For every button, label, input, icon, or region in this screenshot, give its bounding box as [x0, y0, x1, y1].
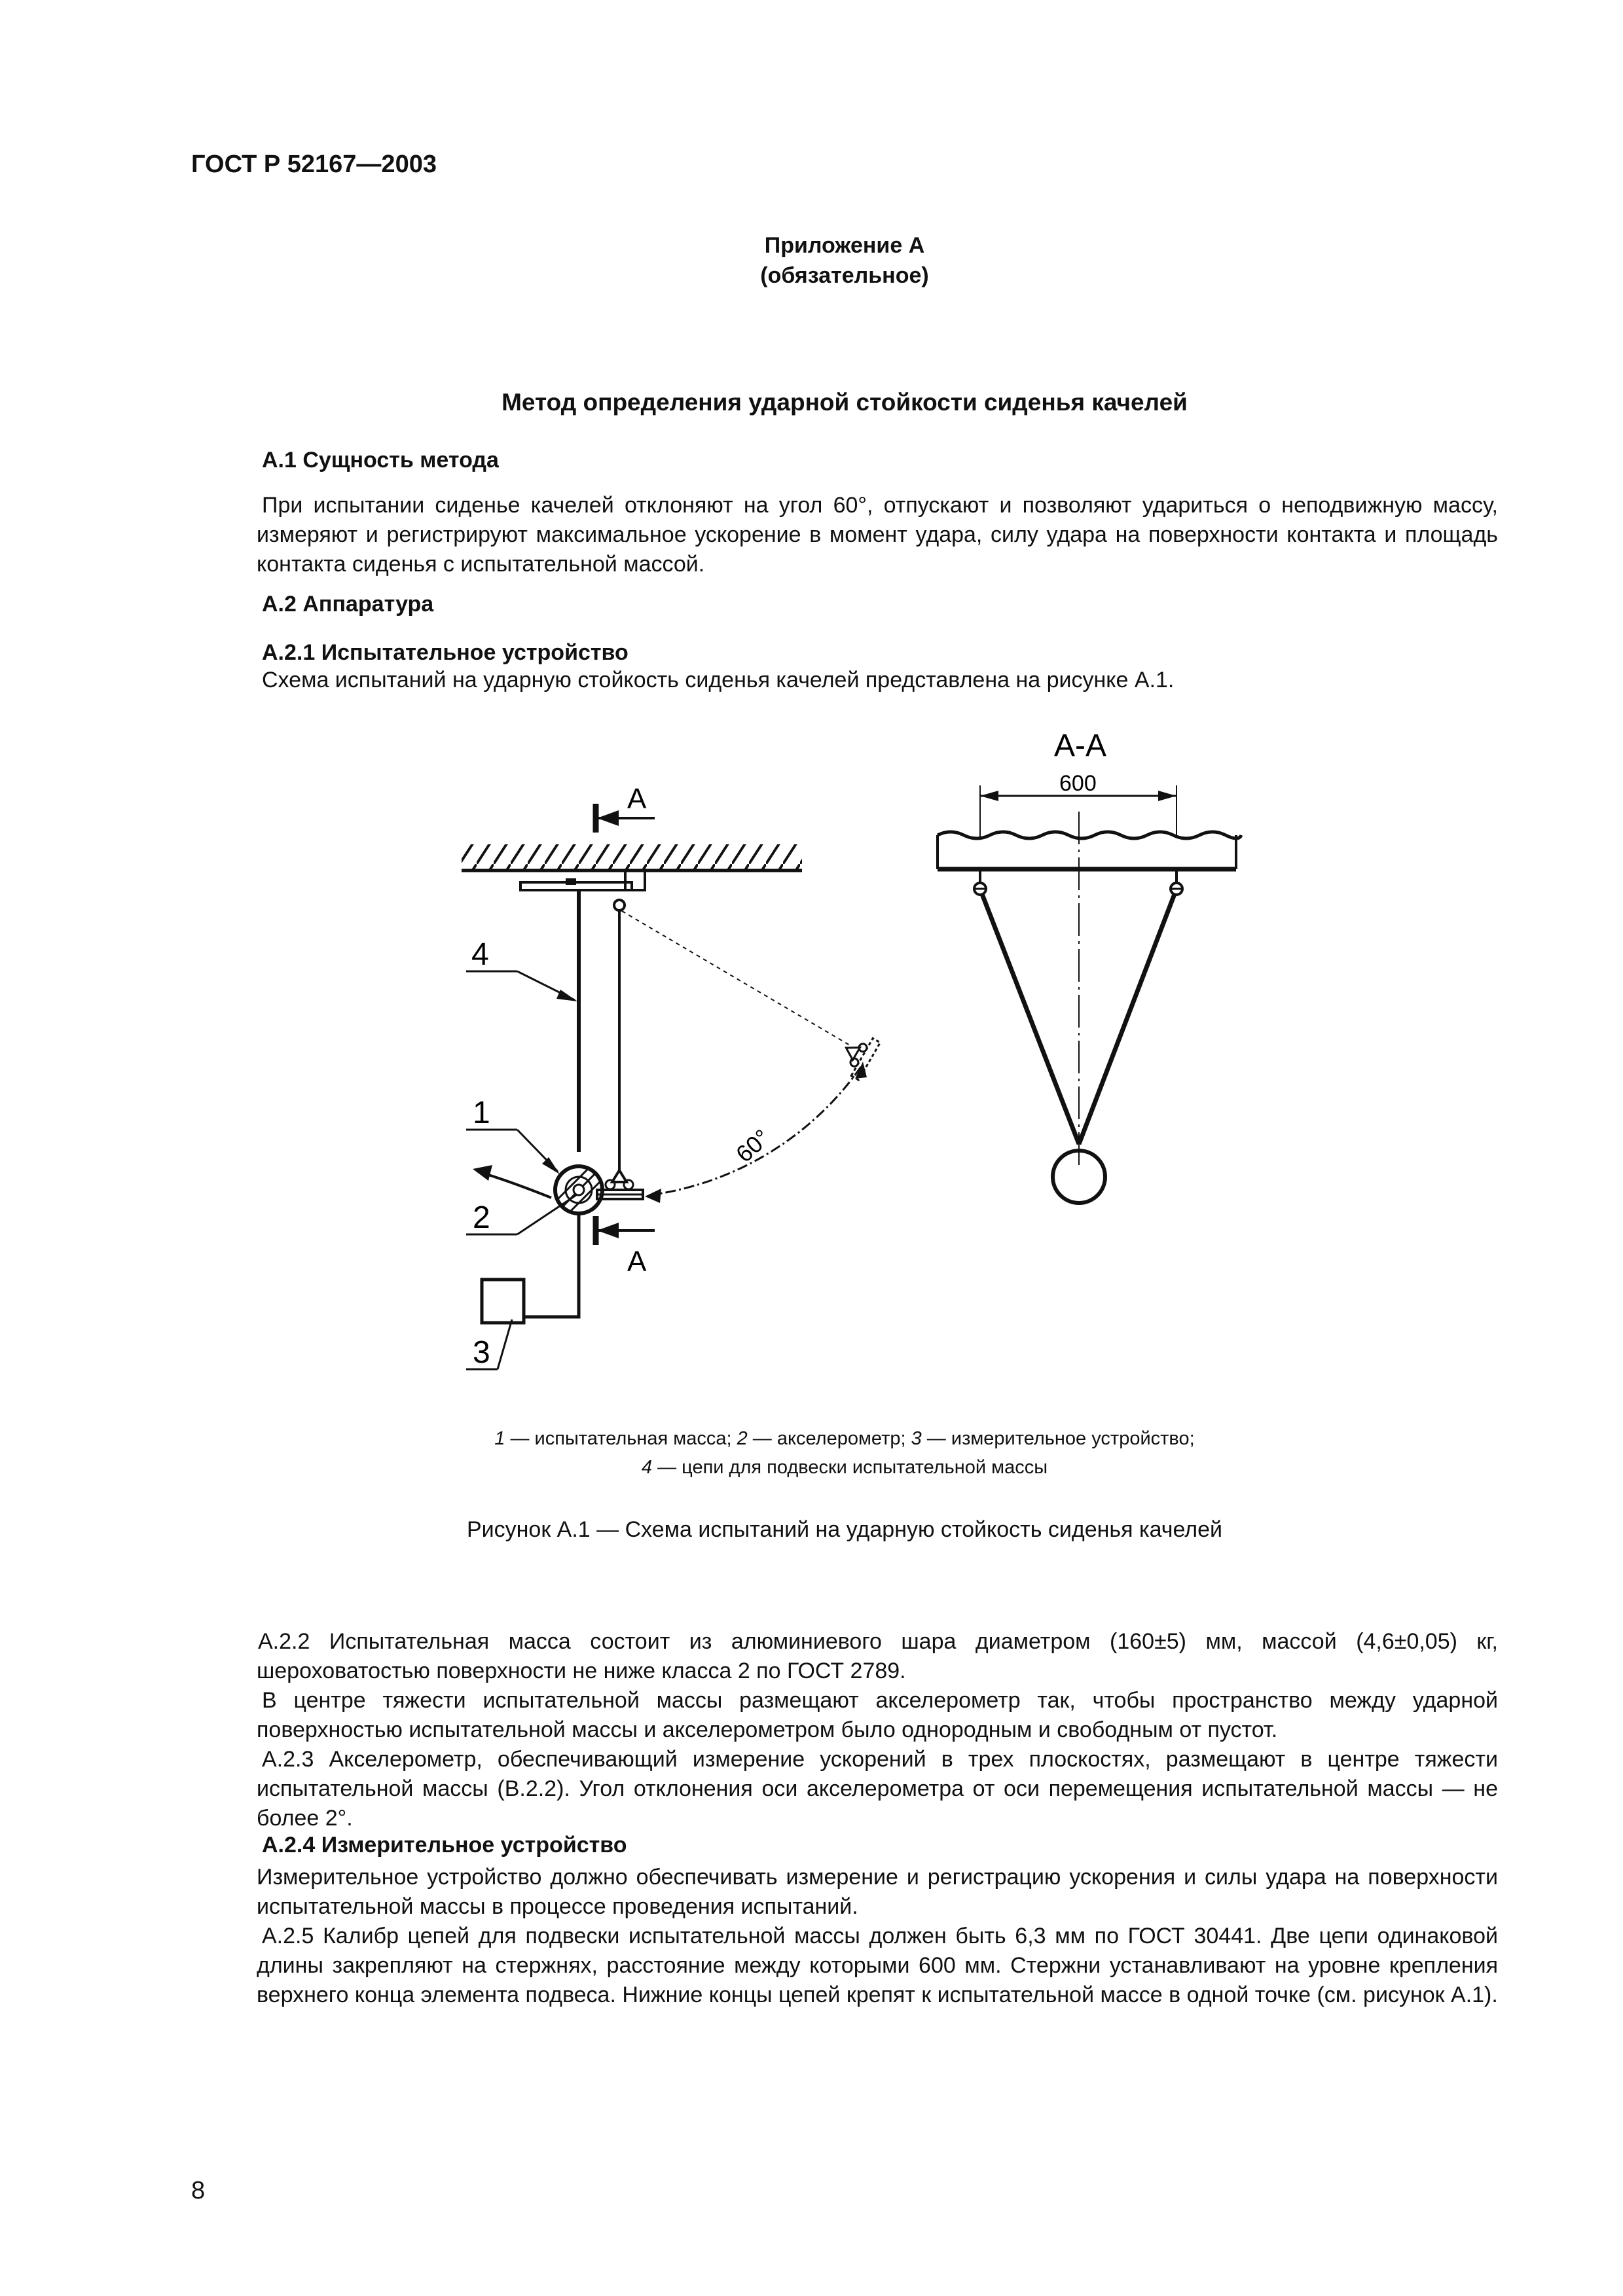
section-a25: А.2.5 Калибр цепей для подвески испытательной массы должен быть 6,3 мм по ГОСТ 30441. Две цепи одинаковой длины закрепляют на стержнях, расстояние между которыми 600 мм. Стержни устанавливают на уровне крепления верхнего конца элемента подвеса. Нижние концы цепей крепят к испытательной массе в одной точке (см. рисунок А.1).	[257, 1924, 1498, 2007]
legend-line-1	[257, 1424, 1432, 1453]
legend-line-2	[257, 1453, 1432, 1482]
signal-cable	[524, 1213, 579, 1317]
section-a23: А.2.3 Акселерометр, обеспечивающий измерение ускорений в трех плоскостях, размещают в центре тяжести испытательной массы (В.2.2). Угол отклонения оси акселерометра от оси перемещения испытательной массы — не более 2°.	[257, 1747, 1498, 1831]
section-a22-p2: В центре тяжести испытательной массы размещают акселерометр так, чтобы пространство между ударной поверхностью испытательной массы и акселерометром было однородным и свободным от пустот.	[257, 1688, 1498, 1742]
dimension-600: 600	[1059, 771, 1097, 796]
legend-n1: 1	[494, 1428, 505, 1449]
page-number: 8	[191, 2177, 206, 2204]
section-a1-title: А.1 Сущность метода	[262, 448, 499, 473]
svg-text:3: 3	[473, 1335, 490, 1370]
arc-arrow-head	[645, 1189, 661, 1203]
angle-label: 60°	[730, 1124, 775, 1168]
legend-n4: 4	[641, 1457, 653, 1478]
figure-caption: Рисунок А.1 — Схема испытаний на ударную стойкость сиденья качелей	[466, 1517, 1223, 1542]
deflected-rod	[622, 911, 850, 1045]
svg-text:2: 2	[473, 1200, 490, 1235]
section-view-aa	[938, 728, 1241, 1203]
swing-seat-rest	[597, 1170, 643, 1199]
callout-4	[466, 937, 577, 1001]
section-a21-title: А.2.1 Испытательное устройство	[262, 640, 629, 665]
callout-1	[466, 1096, 560, 1174]
section-a2-title: А.2 Аппаратура	[262, 592, 434, 617]
pivot-point	[614, 900, 625, 910]
appendix-status: (обязательное)	[760, 263, 929, 288]
section-cut-mark-bottom	[596, 1216, 655, 1278]
section-label: А-А	[1054, 728, 1107, 763]
legend-t1: — испытательная масса;	[505, 1428, 737, 1449]
section-a21-text: Схема испытаний на ударную стойкость сиденья качелей представлена на рисунке А.1.	[262, 668, 1175, 692]
section-a1-text: При испытании сиденье качелей отклоняют на угол 60°, отпускают и позволяют удариться о неподвижную массу, измеряют и регистрируют максимальное ускорение в момент удара, силу удара на поверхности контакта и площадь контакта сиденья с испытательной массой.	[257, 493, 1498, 577]
accelerometer	[574, 1185, 584, 1195]
section-a24-text: Измерительное устройство должно обеспечивать измерение и регистрацию ускорения и силы удара на поверхности испытательной массы в процессе проведения испытаний.	[257, 1865, 1498, 1919]
figure-a1-drawing	[0, 713, 1623, 1394]
svg-text:4: 4	[471, 937, 489, 972]
legend-n3: 3	[911, 1428, 922, 1449]
cut-label-top: А	[627, 783, 647, 815]
document-header: ГОСТ Р 52167—2003	[191, 151, 437, 178]
legend-n2: 2	[737, 1428, 748, 1449]
figure-legend	[257, 1424, 1432, 1482]
appendix-title: Приложение А	[764, 233, 925, 258]
rebound-arrow-head	[473, 1165, 492, 1181]
measuring-device	[482, 1280, 524, 1323]
method-title: Метод определения ударной стойкости сиденья качелей	[501, 389, 1188, 416]
section-a24-title: А.2.4 Измерительное устройство	[262, 1833, 627, 1857]
section-cut-mark-top	[596, 783, 655, 833]
callout-3	[466, 1319, 512, 1370]
legend-t3: — измерительное устройство;	[921, 1428, 1195, 1449]
svg-text:1: 1	[473, 1096, 490, 1130]
cut-label-bottom: А	[627, 1246, 647, 1278]
ceiling	[462, 844, 802, 890]
section-a22-p1: А.2.2 Испытательная масса состоит из алюминиевого шара диаметром (160±5) мм, массой (4,6±0,05) кг, шероховатостью поверхности не ниже класса 2 по ГОСТ 2789.	[257, 1629, 1498, 1683]
legend-t2: — акселерометр;	[747, 1428, 911, 1449]
legend-t4: — цепи для подвески испытательной массы	[652, 1457, 1048, 1478]
